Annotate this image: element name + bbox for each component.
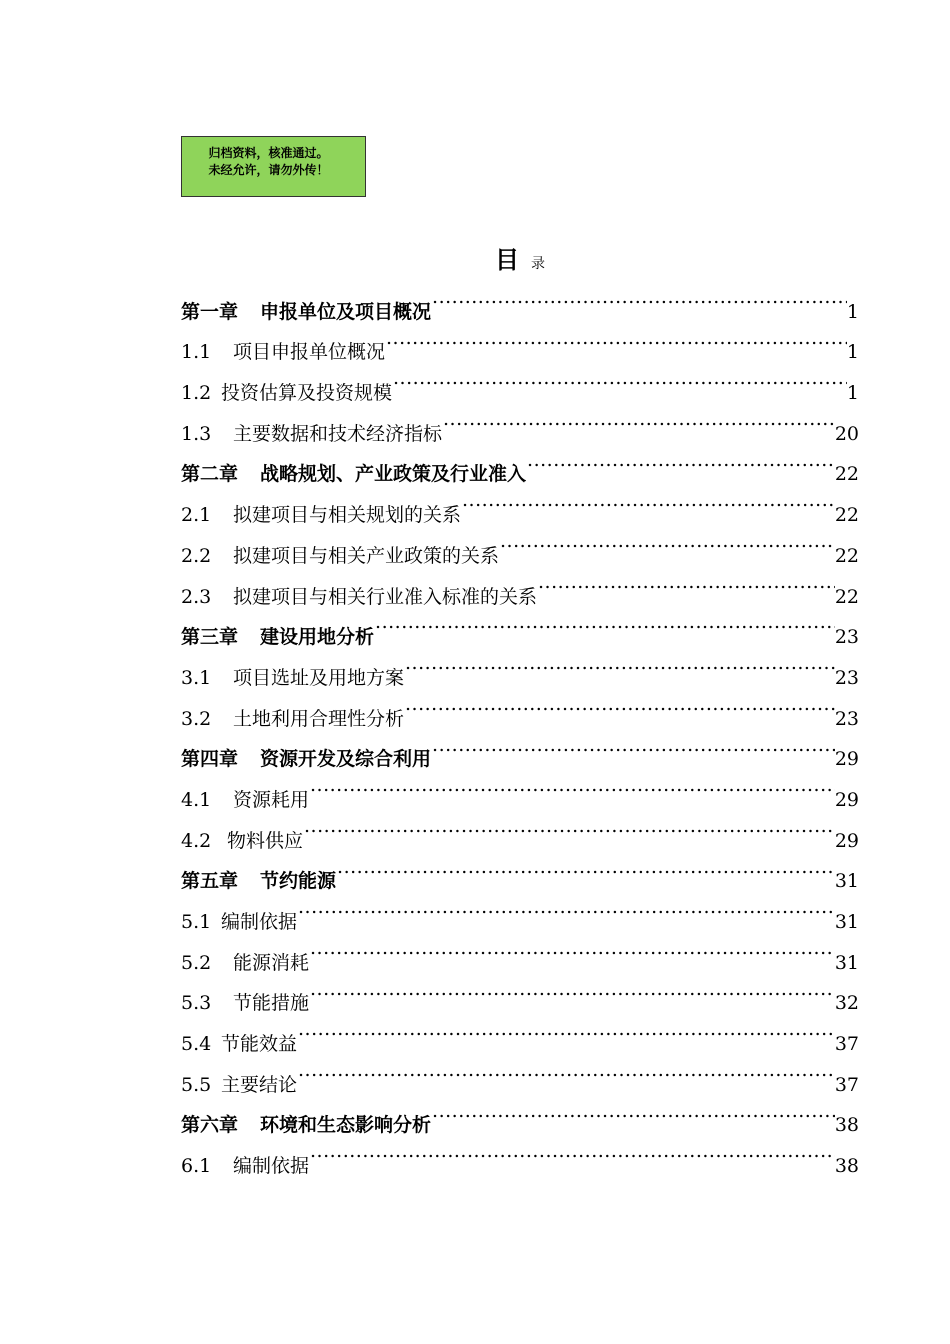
toc-entry-title: 投资估算及投资规模	[221, 382, 393, 405]
toc-entry-title: 主要数据和技术经济指标	[233, 422, 443, 445]
toc-entry-number: 3.1	[181, 666, 212, 689]
dot-leader	[461, 480, 835, 521]
dot-leader	[297, 1050, 835, 1091]
toc-entry-label	[181, 902, 297, 943]
toc-entry-number: 5.2	[181, 951, 212, 974]
toc-entry-label	[181, 1024, 297, 1065]
toc-title	[0, 240, 950, 275]
toc-entry-label	[181, 658, 404, 699]
toc-entry-page: 32	[834, 992, 859, 1015]
toc-entry-number: 1.3	[181, 422, 212, 445]
toc-entry-number: 4.1	[181, 788, 212, 811]
stamp-line-1: 归档资料，核准通过。	[208, 146, 329, 160]
toc-entry-title: 项目申报单位概况	[233, 341, 386, 364]
toc-entry-number: 4.2	[181, 829, 212, 852]
toc-entry-number: 1.2	[181, 382, 212, 405]
toc-entry-title: 资源开发及综合利用	[260, 748, 432, 771]
toc-entry-label	[181, 332, 385, 373]
toc-title-main: 目	[495, 246, 519, 274]
toc-entry-number: 3.2	[181, 707, 212, 730]
toc-entry-label	[181, 1146, 309, 1187]
dot-leader	[537, 562, 835, 603]
toc-entry-title: 建设用地分析	[260, 626, 375, 649]
toc-entry-title: 申报单位及项目概况	[260, 300, 432, 323]
toc-entry-number: 第五章	[181, 870, 239, 893]
stamp-line-2: 未经允许，请勿外传！	[208, 163, 329, 177]
toc-entry-number: 2.3	[181, 585, 212, 608]
toc-entry-page: 1	[846, 382, 859, 405]
toc-entry-page: 20	[834, 422, 859, 445]
dot-leader	[336, 847, 835, 888]
toc-entry-title: 节能措施	[233, 992, 310, 1015]
toc-entry-number: 5.5	[181, 1073, 212, 1096]
toc-entry-title: 能源消耗	[233, 951, 310, 974]
dot-leader	[297, 887, 835, 928]
toc-entry-title: 环境和生态影响分析	[260, 1114, 432, 1137]
dot-leader	[404, 684, 835, 725]
toc-entry-title: 编制依据	[233, 1155, 310, 1178]
dot-leader	[499, 521, 835, 562]
toc-entry-page: 31	[834, 951, 859, 974]
toc-entry-title: 节能效益	[221, 1033, 298, 1056]
toc-entry-page: 22	[834, 463, 859, 486]
toc-entry-page: 23	[834, 626, 859, 649]
toc-entry-number: 2.2	[181, 544, 212, 567]
dot-leader	[309, 1131, 835, 1172]
toc-entry-page: 1	[846, 300, 859, 323]
toc-entry-number: 5.1	[181, 911, 212, 933]
toc-entry-number: 第六章	[181, 1114, 239, 1137]
toc-chapter-entry[interactable]	[181, 277, 859, 323]
table-of-contents	[181, 277, 859, 1178]
toc-entry-number: 5.3	[181, 992, 212, 1015]
toc-entry-page: 31	[834, 911, 859, 933]
toc-entry-label	[181, 536, 499, 577]
toc-title-sub: 录	[531, 256, 545, 272]
toc-entry-title: 拟建项目与相关规划的关系	[233, 504, 462, 527]
toc-entry-page: 38	[834, 1114, 859, 1137]
toc-entry-label	[181, 943, 309, 984]
toc-entry-title: 节约能源	[260, 870, 337, 893]
toc-entry-number: 1.1	[181, 341, 212, 364]
toc-entry-label	[181, 373, 392, 414]
toc-entry-number: 第三章	[181, 626, 239, 649]
dot-leader	[309, 928, 835, 969]
toc-entry-title: 物料供应	[227, 829, 304, 852]
dot-leader	[526, 440, 835, 481]
toc-entry-page: 29	[834, 748, 859, 771]
dot-leader	[392, 358, 847, 399]
toc-entry-page: 22	[834, 544, 859, 567]
toc-entry-title: 主要结论	[221, 1073, 298, 1096]
toc-entry-title: 编制依据	[221, 911, 298, 933]
dot-leader	[385, 318, 847, 359]
toc-entry-page: 23	[834, 666, 859, 689]
toc-entry-title: 战略规划、产业政策及行业准入	[260, 463, 527, 486]
toc-entry-label	[181, 1065, 297, 1106]
toc-entry-page: 37	[834, 1033, 859, 1056]
toc-entry-number: 第二章	[181, 463, 239, 486]
toc-entry-title: 拟建项目与相关行业准入标准的关系	[233, 585, 538, 608]
toc-entry-number: 2.1	[181, 504, 212, 527]
toc-entry-label	[181, 617, 374, 658]
toc-entry-number: 6.1	[181, 1155, 212, 1178]
archive-stamp	[181, 136, 366, 197]
toc-entry-page: 22	[834, 504, 859, 527]
toc-entry-label	[181, 414, 442, 455]
toc-entry-page: 1	[846, 341, 859, 364]
toc-entry-title: 资源耗用	[233, 788, 310, 811]
toc-entry-label	[181, 821, 303, 862]
toc-entry-page: 37	[834, 1073, 859, 1096]
toc-entry-number: 第一章	[181, 300, 239, 323]
toc-entry-title: 拟建项目与相关产业政策的关系	[233, 544, 500, 567]
toc-entry-label	[181, 780, 309, 821]
toc-entry-page: 31	[834, 870, 859, 893]
dot-leader	[431, 725, 835, 766]
toc-entry-page: 22	[834, 585, 859, 608]
dot-leader	[309, 765, 835, 806]
toc-entry-page: 29	[834, 788, 859, 811]
toc-entry-label	[181, 495, 461, 536]
toc-entry-title: 项目选址及用地方案	[233, 666, 405, 689]
dot-leader	[303, 806, 835, 847]
dot-leader	[297, 1009, 835, 1050]
toc-entry-title: 土地利用合理性分析	[233, 707, 405, 730]
toc-entry-page: 29	[834, 829, 859, 852]
toc-entry-number: 5.4	[181, 1033, 212, 1056]
dot-leader	[309, 969, 835, 1010]
dot-leader	[442, 399, 835, 440]
toc-entry-number: 第四章	[181, 748, 239, 771]
dot-leader	[431, 1091, 835, 1132]
toc-entry-label	[181, 699, 404, 740]
dot-leader	[431, 277, 847, 318]
dot-leader	[404, 643, 835, 684]
dot-leader	[374, 603, 835, 644]
toc-entry-label	[181, 983, 309, 1024]
toc-entry-page: 38	[834, 1155, 859, 1178]
toc-entry-page: 23	[834, 707, 859, 730]
